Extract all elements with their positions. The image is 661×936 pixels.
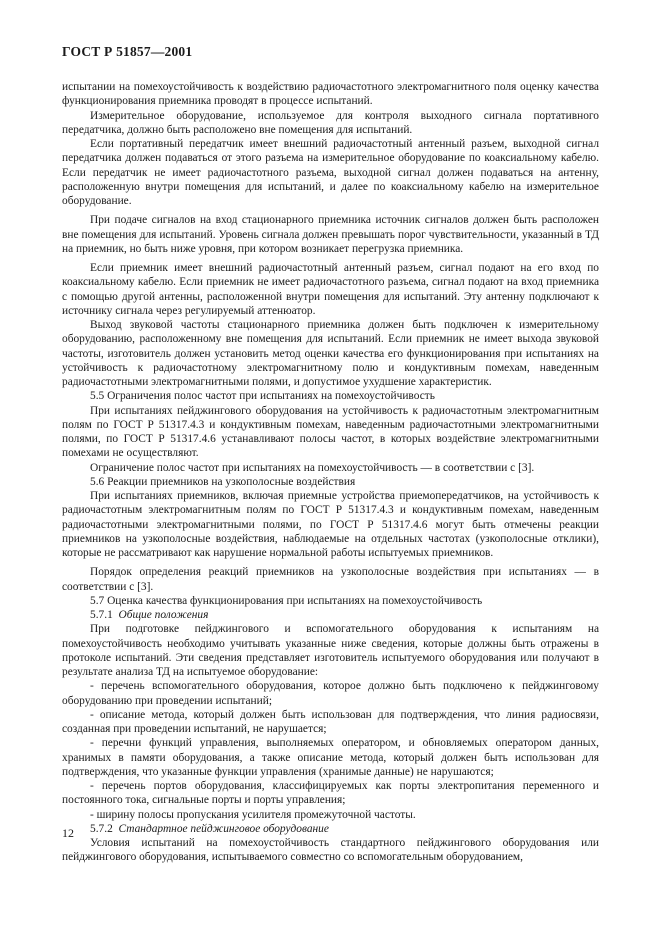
- paragraph: Если портативный передатчик имеет внешний радиочастотный антенный разъем, выходной сигнал передатчика должен подаваться от этого разъема на измерительное оборудование по коаксиальному кабелю. Если передатчик не имеет радиочастотного разъема, выходной сигнал должен подаваться на антенну, расположенную внутри помещения для испытаний, и далее по коаксиальному кабелю на измерительное оборудование.: [62, 138, 599, 207]
- list-item: - перечень портов оборудования, классифицируемых как порты электропитания переменного и постоянного тока, сигнальные порты и порты управления;: [62, 780, 599, 807]
- list-item: - ширину полосы пропускания усилителя промежуточной частоты.: [90, 808, 416, 821]
- section-heading-5-7: 5.7 Оценка качества функционирования при испытаниях на помехоустойчивость: [90, 594, 483, 607]
- paragraph: При подаче сигналов на вход стационарного приемника источник сигналов должен быть расположен вне помещения для испытаний. Уровень сигнала должен превышать порог чувствительности, указанный в ТД на приемник, но быть ниже уровня, при котором возникает перегрузка приемника.: [62, 214, 599, 255]
- subsection-title: Общие положения: [118, 609, 209, 621]
- paragraph: Если приемник имеет внешний радиочастотный антенный разъем, сигнал подают на его вход по коаксиальному кабелю. Если приемник не имеет радиочастотного разъема, сигнал подают на вход приемника с помощью другой антенны, расположенной внутри помещения для испытаний. Эту антенну подключают к источнику сигнала через регулируемый аттенюатор.: [62, 262, 599, 317]
- paragraph: При испытаниях пейджингового оборудования на устойчивость к радиочастотным электромагнитным полям по ГОСТ Р 51317.4.3 и кондуктивным помехам, наведенным радиочастотными электромагнитными полями, по ГОСТ Р 51317.4.6 устанавливают полосы частот, в которых воздействие электромагнитными помехами не осуществляют.: [62, 404, 599, 460]
- paragraph: Измерительное оборудование, используемое для контроля выходного сигнала портативного передатчика, должно быть расположено вне помещения для испытаний.: [62, 109, 599, 136]
- paragraph: испытании на помехоустойчивость к воздействию радиочастотного электромагнитного поля оценку качества функционирования приемника проводят в процессе испытаний.: [62, 81, 599, 108]
- paragraph: Условия испытаний на помехоустойчивость стандартного пейджингового оборудования или пейджингового оборудования, испытываемого совместно со вспомогательным оборудованием,: [62, 837, 599, 864]
- list-item: - перечни функций управления, выполняемых оператором, и обновляемых оператором данных, хранимых в памяти оборудования, а также описание метода, который должен быть использован для подтверждения, что указанные функции управления (хранимые данные) не нарушаются;: [62, 737, 599, 778]
- subsection-number: 5.7.2: [90, 822, 113, 835]
- list-item: - описание метода, который должен быть использован для подтверждения, что линия радиосвязи, созданная при проведении испытаний, не нарушается;: [62, 708, 599, 735]
- subsection-heading-5-7-1: [62, 608, 599, 622]
- paragraph: Выход звуковой частоты стационарного приемника должен быть подключен к измерительному оборудованию, расположенному вне помещения для испытаний. Если приемник не имеет выхода звуковой частоты, изготовитель должен установить метод оценки качества его функционирования при испытаниях на устойчивость к радиочастотному электромагнитному полю и кондуктивным помехам, наведенным радиочастотными электромагнитными полями, и допустимое ухудшение характеристик.: [62, 319, 599, 388]
- page-number: 12: [62, 826, 74, 840]
- paragraph: Ограничение полос частот при испытаниях на помехоустойчивость — в соответствии с [3].: [90, 461, 535, 474]
- paragraph: При подготовке пейджингового и вспомогательного оборудования к испытаниям на помехоустойчивость необходимо учитывать указанные ниже сведения, которые должны быть отражены в протоколе испытаний. Эти сведения представляет изготовитель испытуемого оборудования или получают в результате анализа ТД на испытуемое оборудование:: [62, 623, 599, 678]
- paragraph: Порядок определения реакций приемников на узкополосные воздействия при испытаниях — в соответствии с [3].: [62, 566, 599, 593]
- subsection-number: 5.7.1: [90, 609, 113, 621]
- paragraph: При испытаниях приемников, включая приемные устройства приемопередатчиков, на устойчивость к радиочастотным электромагнитным полям по ГОСТ Р 51317.4.3 и кондуктивным помехам, наведенным радиочастотными электромагнитными полями, по ГОСТ Р 51317.4.6 могут быть отмечены реакции приемников на узкополосные воздействия, наблюдаемые на отдельных частотах (узкополосные отклики), которые не рассматривают как нарушение нормальной работы испытуемых приемников.: [62, 490, 599, 559]
- section-heading-5-6: 5.6 Реакции приемников на узкополосные воздействия: [90, 475, 356, 488]
- document-body: [62, 80, 599, 865]
- subsection-heading-5-7-2: [62, 822, 599, 836]
- document-header: ГОСТ Р 51857—2001: [62, 44, 193, 59]
- list-item: - перечень вспомогательного оборудования, которое должно быть подключено к пейджинговому оборудованию при проведении испытаний;: [62, 680, 599, 707]
- subsection-title: Стандартное пейджинговое оборудование: [118, 822, 329, 835]
- section-heading-5-5: 5.5 Ограничения полос частот при испытаниях на помехоустойчивость: [90, 390, 435, 403]
